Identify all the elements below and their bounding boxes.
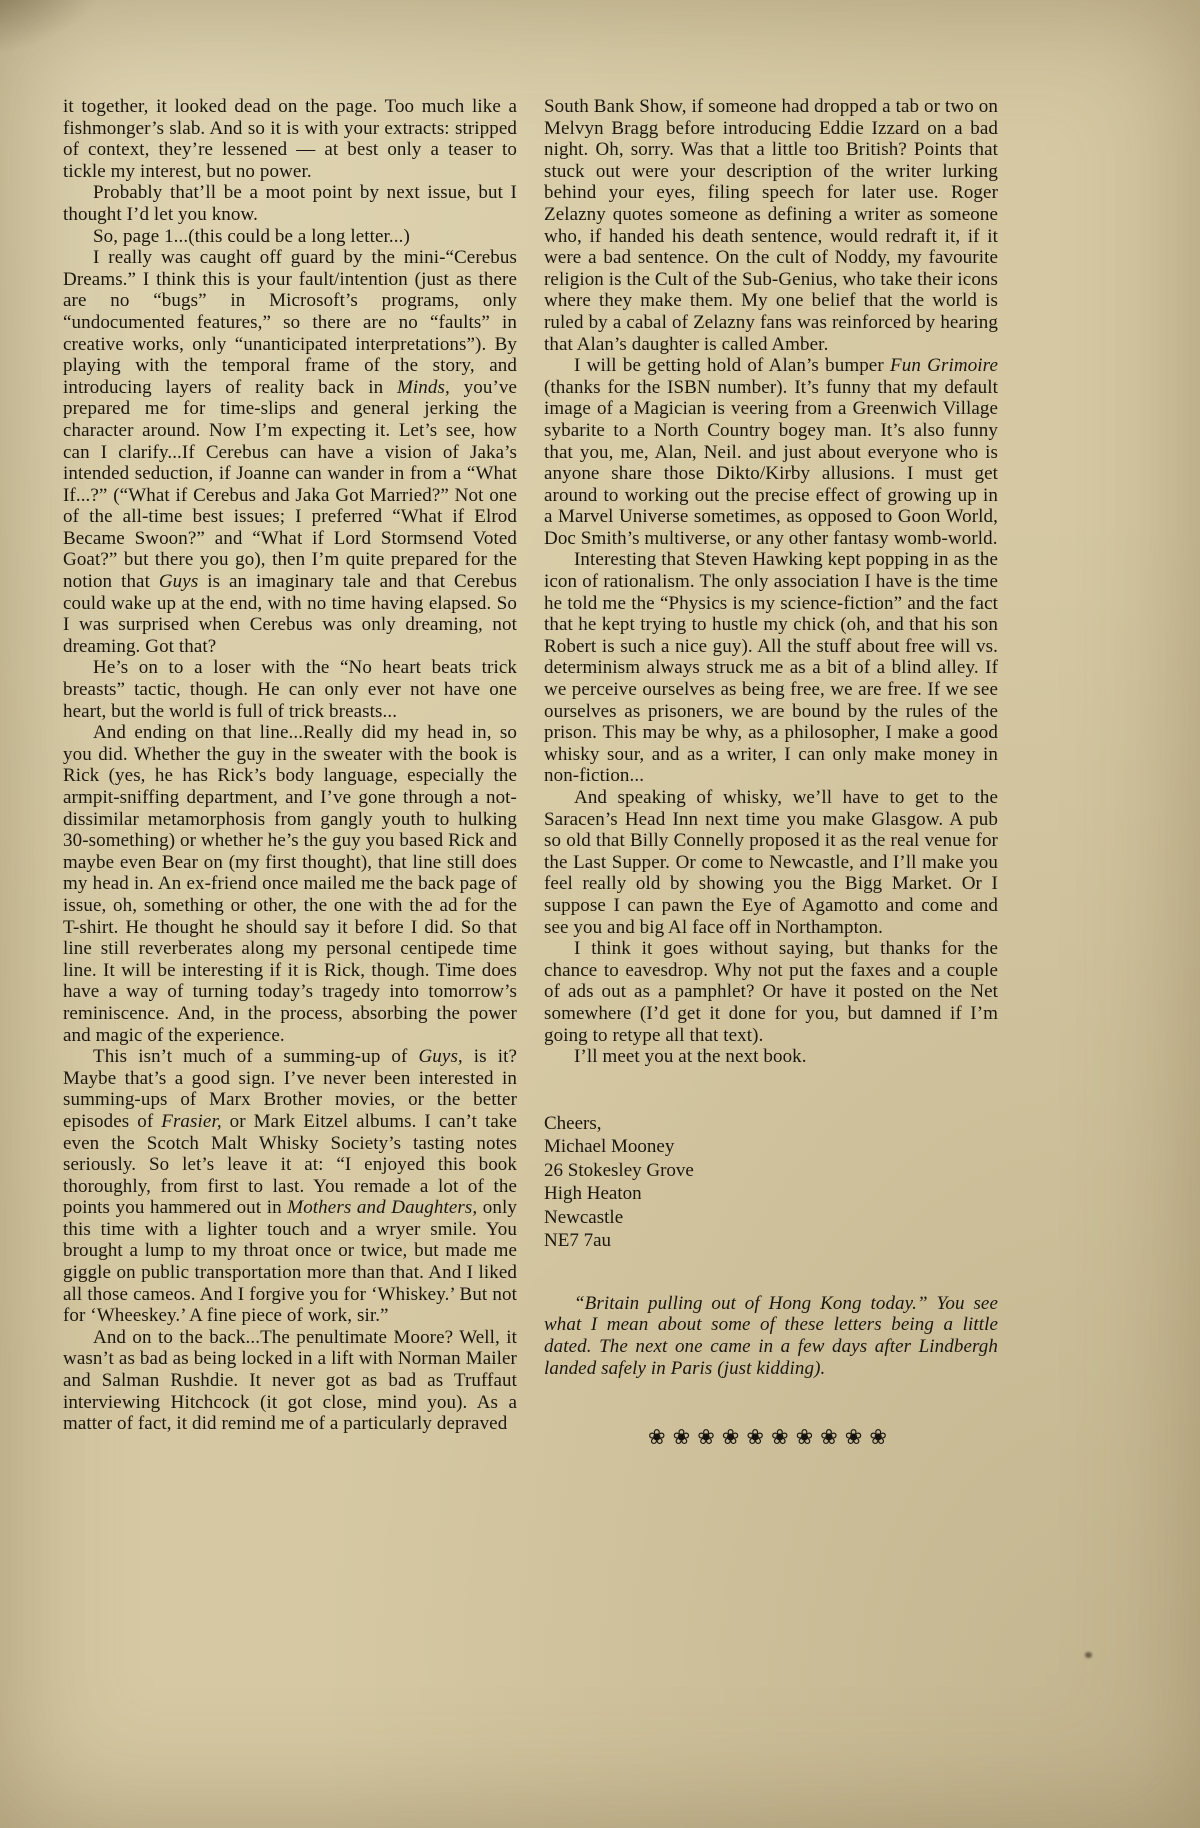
paragraph: [544, 938, 998, 1046]
paragraph: [63, 247, 517, 657]
body-text: I think it goes without saying, but thanks for the chance to eavesdrop. Why not put the faxes and a couple of ads out as a pamphlet? Or have it posted on the Net somewhere (I’d get it done for you, but damned if I’m going to retype all that text).: [544, 938, 998, 1046]
scan-speck: [1085, 1652, 1092, 1658]
right-column: [544, 96, 998, 1449]
italic-text: “Britain pulling out of Hong Kong today.” You see what I mean about some of these letters being a little dated. The next one came in a few days after Lindbergh landed safely in Paris (just kidding).: [544, 1292, 998, 1379]
italic-text: Frasier,: [161, 1110, 222, 1132]
signature-line: Cheers,: [544, 1112, 602, 1134]
body-text: or Mark Eitzel albums. I can’t take even the Scotch Malt Whisky Society’s tasting notes seriously. So let’s leave it at: “I enjoyed this book thoroughly, from first to last. You remade a lot of the points you hammered out in: [63, 1110, 517, 1219]
paragraph: [544, 549, 998, 787]
paragraph: [63, 1046, 517, 1327]
body-text: This isn’t much of a summing-up of: [93, 1046, 419, 1068]
body-text: South Bank Show, if someone had dropped a tab or two on Melvyn Bragg before introducing Eddie Izzard on a bad night. Oh, sorry. Was that a little too British? Points that stuck out were your description of the writer lurking behind your eyes, filing speech for later use. Roger Zelazny quotes someone as defining a writer as someone who, if handed his death sentence, would redraft it, if it were a bad sentence. On the cult of Noddy, my favourite religion is the Cult of the Sub-Genius, who take their icons where they make them. My one belief that the world is ruled by a cabal of Zelazny fans was reinforced by hearing that Alan’s daughter is called Amber.: [544, 96, 999, 355]
left-column: [63, 96, 517, 1449]
scan-corner-shadow: [0, 0, 110, 56]
flourish-row: ❀❀❀❀❀❀❀❀❀❀: [648, 1425, 894, 1450]
body-text: is an imaginary tale and that Cerebus could wake up at the end, with no time having elapsed. So I was surprised when Cerebus was only dreaming, not dreaming. Got that?: [63, 571, 517, 657]
letter-body: [63, 96, 999, 1449]
body-text: only this time with a lighter touch and a wryer smile. You brought a lump to my throat once or twice, but made me giggle on public transportation more than that. And I liked all those cameos. And I forgive you for ‘Whiskey.’ But not for ‘Wheeskey.’ A fine piece of work, sir.”: [63, 1197, 517, 1327]
body-text: Probably that’ll be a moot point by next issue, but I thought I’d let you know.: [63, 182, 517, 225]
italic-text: Guys: [158, 571, 199, 593]
paragraph: [63, 722, 517, 1046]
italic-text: Minds,: [396, 376, 450, 398]
body-text: I will be getting hold of Alan’s bumper: [574, 355, 891, 377]
paragraph: [544, 1046, 998, 1068]
paragraph: [63, 1327, 517, 1435]
right-column-text: [544, 96, 998, 1068]
paragraph: [63, 226, 517, 248]
paragraph: [544, 787, 998, 938]
paragraph: [544, 96, 998, 355]
body-text: Interesting that Steven Hawking kept popping in as the icon of rationalism. The only association I have is the time he told me the “Physics is my science-fiction” and the fact that he kept trying to hustle my chick (oh, and that his son Robert is such a nice guy). All the stuff about free will vs. determinism always struck me as a bit of a blind alley. If we perceive ourselves as being free, we are free. If we see ourselves as prisoners, we are bound by the rules of the prison. This may be why, as a philosopher, I make a good whisky sour, and as a writer, I can only make money in non-fiction...: [544, 549, 998, 787]
body-text: it together, it looked dead on the page. Too much like a fishmonger’s slab. And so it is with your extracts: stripped of context, they’re lessened — at best only a teaser to tickle my interest, but no power.: [63, 96, 517, 182]
italic-text: Fun Grimoire: [890, 355, 998, 377]
body-text: I really was caught off guard by the mini-“Cerebus Dreams.” I think this is your fault/intention (just as there are no “bugs” in Microsoft’s programs, only “undocumented features,” so there are no “faults” in creative works, only “unanticipated interpretations”). By playing with the temporal frame of the story, and introducing layers of reality back in: [63, 247, 517, 398]
body-text: So, page 1...(this could be a long letter...): [93, 225, 410, 247]
italic-text: Guys,: [418, 1046, 463, 1068]
paragraph: [544, 355, 998, 549]
signature-block: [544, 1112, 998, 1253]
body-text: (thanks for the ISBN number). It’s funny that my default image of a Magician is veering from a Greenwich Village sybarite to a North Country bogey man. It’s also funny that you, me, Alan, Neil. and just about everyone who is anyone share those Dikto/Kirby allusions. I must get around to working out the precise effect of growing up in a Marvel Universe sometimes, as opposed to Goon World, Doc Smith’s multiverse, or any other fantasy womb-world.: [544, 376, 998, 549]
body-text: And speaking of whisky, we’ll have to get to the Saracen’s Head Inn next time you make Glasgow. A pub so old that Billy Connelly proposed it as the real venue for the Last Supper. Or come to Newcastle, and I’ll make you feel really old by showing you the Bigg Market. Or I suppose I can pawn the Eye of Agamotto and come and see you and big Al face off in Northampton.: [544, 787, 998, 938]
paragraph: [63, 182, 517, 225]
signature-line: Newcastle: [544, 1206, 624, 1228]
signature-line: High Heaton: [544, 1183, 642, 1205]
italic-text: Mothers and Daughters,: [287, 1197, 478, 1219]
body-text: is it? Maybe that’s a good sign. I’ve never been interested in summing-ups of Marx Brother movies, or the better episodes of: [63, 1046, 517, 1132]
editor-note: [544, 1293, 998, 1379]
paragraph: [63, 657, 517, 722]
body-text: And ending on that line...Really did my head in, so you did. Whether the guy in the sweater with the book is Rick (yes, he has Rick’s body language, especially the armpit-sniffing department, and I’ve gone through a not-dissimilar metamorphosis from gangly youth to hulking 30-something) or whether he’s the guy you based Rick and maybe even Bear on (my first thought), that line still does my head in. An ex-friend once mailed me the back page of issue, oh, something or other, the one with the ad for the T-shirt. He thought he should say it before I did. So that line still reverberates along my personal centipede time line. It will be interesting if it is Rick, though. Time does have a way of turning today’s tragedy into tomorrow’s reminiscence. And, in the process, absorbing the power and magic of the experience.: [63, 722, 517, 1046]
body-text: He’s on to a loser with the “No heart beats trick breasts” tactic, though. He can only ever not have one heart, but the world is full of trick breasts...: [63, 657, 517, 722]
paragraph: [63, 96, 517, 182]
signature-line: NE7 7au: [544, 1230, 612, 1252]
body-text: And on to the back...The penultimate Moore? Well, it wasn’t as bad as being locked in a lift with Norman Mailer and Salman Rushdie. It never got as bad as Truffaut interviewing Hitchcock (it got close, mind you). As a matter of fact, it did remind me of a particularly depraved: [63, 1326, 517, 1435]
signature-line: 26 Stokesley Grove: [544, 1159, 694, 1181]
body-text: you’ve prepared me for time-slips and general jerking the character around. Now I’m expecting it. Let’s see, how can I clarify...If Cerebus can have a vision of Jaka’s intended seduction, if Joanne can wander in from a “What If...?” (“What if Cerebus and Jaka Got Married?” Not one of the all-time best issues; I preferred “What if Elrod Became Swoon?” and “What if Lord Stormsend Voted Goat?” but there you go), then I’m quite prepared for the notion that: [63, 376, 518, 593]
signature-line: Michael Mooney: [544, 1136, 675, 1158]
body-text: I’ll meet you at the next book.: [574, 1046, 807, 1068]
